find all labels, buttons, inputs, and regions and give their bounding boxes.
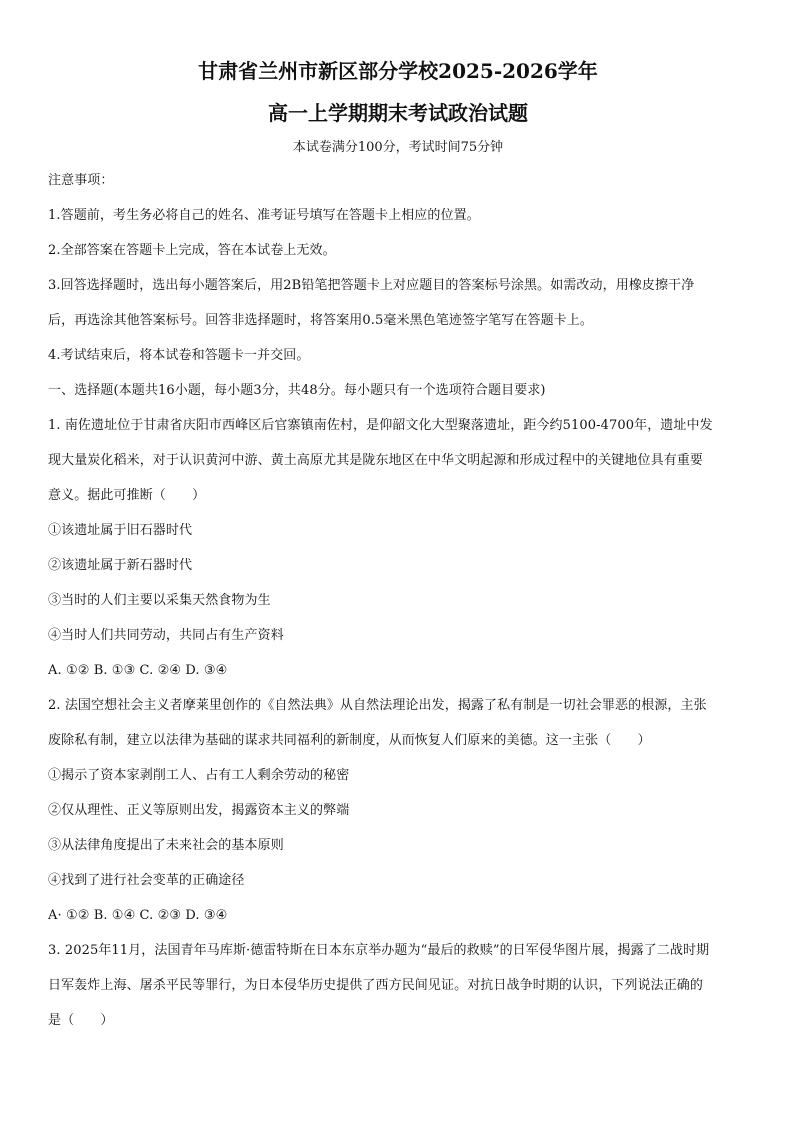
notice-heading: 注意事项：: [48, 173, 114, 188]
question-stem: 意义。据此可推断（ ）: [48, 488, 206, 503]
question-statement: ④当时人们共同劳动，共同占有生产资料: [48, 628, 284, 643]
question-options: A· ①② B. ①④ C. ②③ D. ③④: [48, 908, 228, 923]
question-statement: ③当时的人们主要以采集天然食物为生: [48, 593, 271, 608]
exam-subtitle: 本试卷满分100分，考试时间75分钟: [292, 140, 504, 155]
question-stem: 2. 法国空想社会主义者摩莱里创作的《自然法典》从自然法理论出发，揭露了私有制是一切社会罪恶的根源，主张: [48, 698, 707, 713]
question-statement: ④找到了进行社会变革的正确途径: [48, 873, 245, 888]
notice-item: 4.考试结束后，将本试卷和答题卡一并交回。: [48, 348, 310, 363]
question-1: [48, 408, 748, 688]
notice-block: [48, 163, 748, 373]
question-statement: ②仅从理性、正义等原则出发，揭露资本主义的弊端: [48, 803, 350, 818]
notice-item: 3.回答选择题时，选出每小题答案后，用2B铅笔把答题卡上对应题目的答案标号涂黑。如需改动，用橡皮擦干净: [48, 278, 695, 293]
question-statement: ②该遗址属于新石器时代: [48, 558, 193, 573]
question-stem: 1. 南佐遗址位于甘肃省庆阳市西峰区后官寨镇南佐村，是仰韶文化大型聚落遗址，距今约5100-4700年，遗址中发: [48, 418, 713, 433]
question-stem: 是（ ）: [48, 1013, 114, 1028]
exam-title-line1: 甘肃省兰州市新区部分学校2025-2026学年: [198, 59, 598, 83]
section-heading: 一、选择题(本题共16小题，每小题3分，共48分。每小题只有一个选项符合题目要求): [48, 383, 546, 398]
question-statement: ①揭示了资本家剥削工人、占有工人剩余劳动的秘密: [48, 768, 350, 783]
question-3: [48, 933, 748, 1038]
question-stem: 日军轰炸上海、屠杀平民等罪行，为日本侵华历史提供了西方民间见证。对抗日战争时期的认识，下列说法正确的: [48, 978, 704, 993]
notice-item: 后，再选涂其他答案标号。回答非选择题时，将答案用0.5毫米黑色笔迹签字笔写在答题卡上。: [48, 313, 593, 328]
exam-page: [48, 52, 748, 1038]
question-statement: ③从法律角度提出了未来社会的基本原则: [48, 838, 284, 853]
question-2: [48, 688, 748, 933]
notice-item: 1.答题前，考生务必将自己的姓名、准考证号填写在答题卡上相应的位置。: [48, 208, 480, 223]
exam-title-line2: 高一上学期期末考试政治试题: [268, 101, 528, 125]
question-statement: ①该遗址属于旧石器时代: [48, 523, 193, 538]
question-stem: 现大量炭化稻米，对于认识黄河中游、黄土高原尤其是陇东地区在中华文明起源和形成过程中的关键地位具有重要: [48, 453, 704, 468]
question-stem: 废除私有制，建立以法律为基础的谋求共同福利的新制度，从而恢复人们原来的美德。这一主张（ ）: [48, 733, 651, 748]
question-options: A. ①② B. ①③ C. ②④ D. ③④: [48, 663, 228, 678]
notice-item: 2.全部答案在答题卡上完成，答在本试卷上无效。: [48, 243, 336, 258]
question-stem: 3. 2025年11月，法国青年马库斯·德雷特斯在日本东京举办题为“最后的救赎”的日军侵华图片展，揭露了二战时期: [48, 943, 710, 958]
